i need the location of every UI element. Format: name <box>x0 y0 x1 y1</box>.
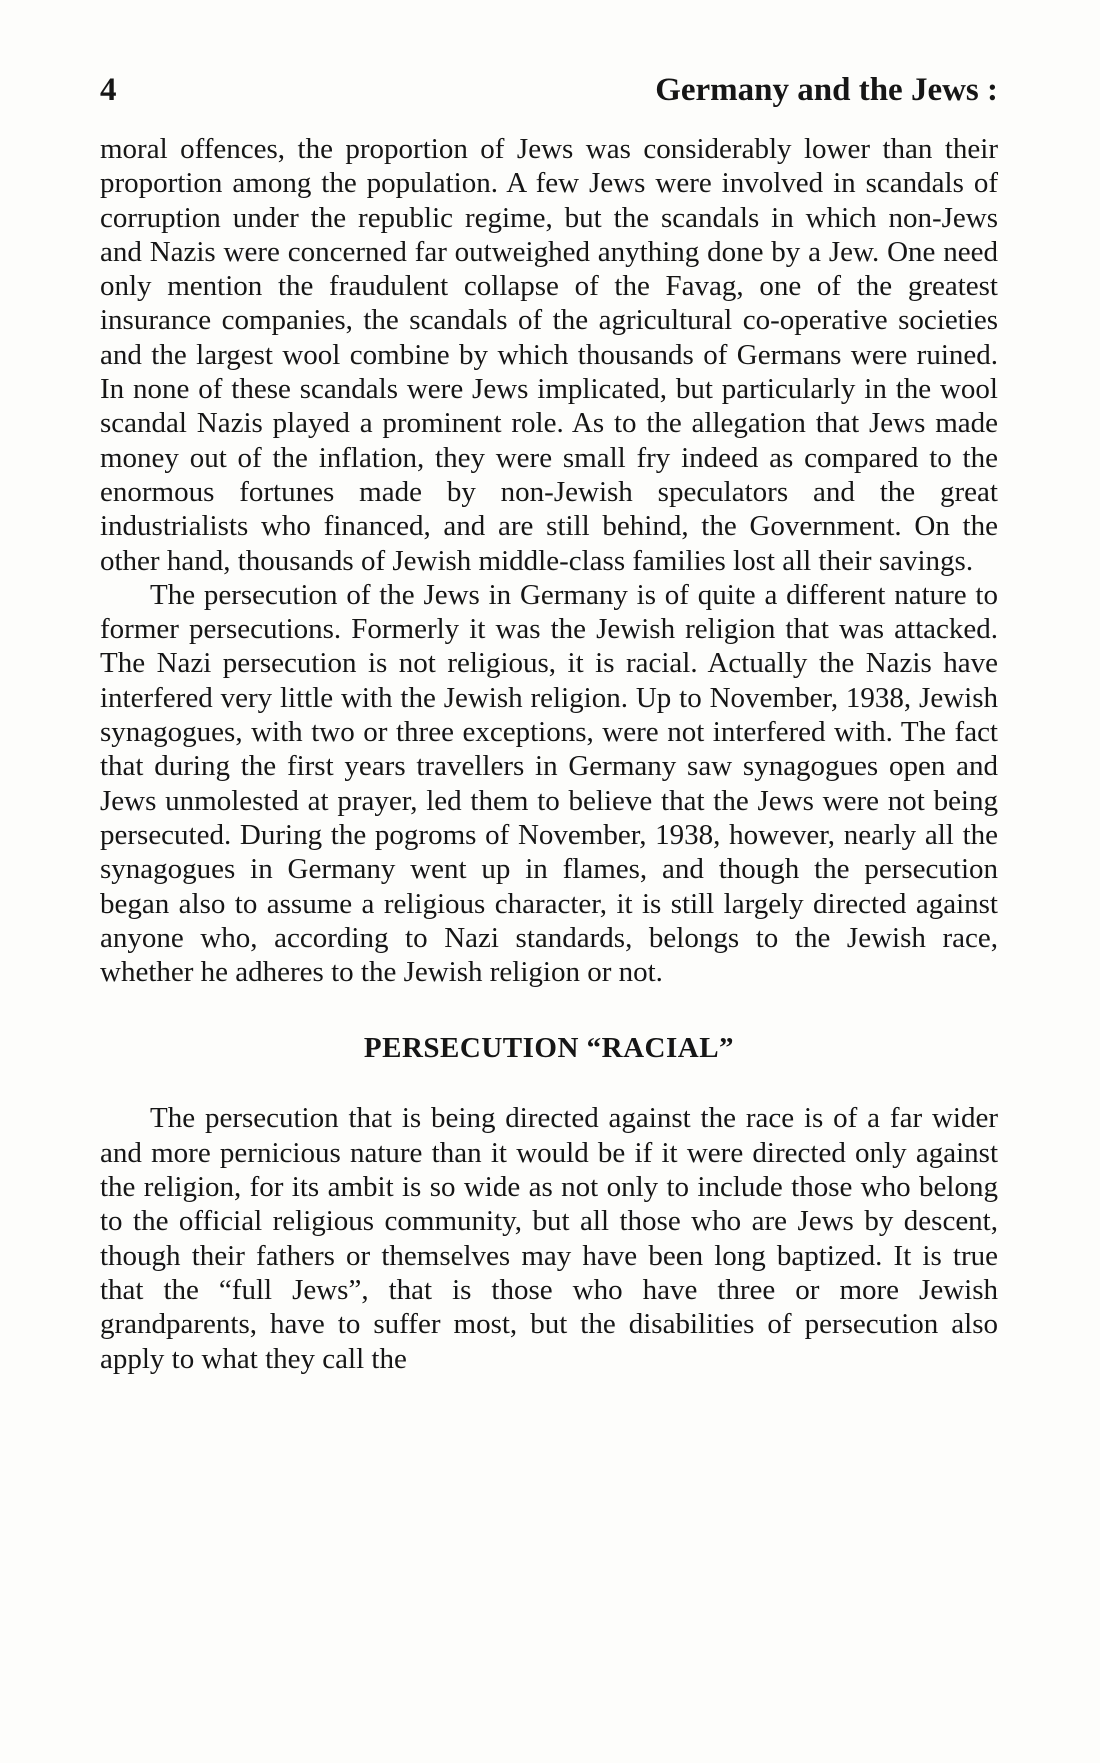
page-number: 4 <box>100 72 117 108</box>
running-title: Germany and the Jews : <box>655 72 998 108</box>
book-page <box>100 72 998 1376</box>
paragraph-2: The persecution of the Jews in Germany is of quite a different nature to former persecutions. Formerly it was the Jewish religion that was attacked. The Nazi persecution is not religious, it is racial. Actually the Nazis have interfered very little with the Jewish religion. Up to November, 1938, Jewish synagogues, with two or three exceptions, were not interfered with. The fact that during the first years travellers in Germany saw synagogues open and Jews unmolested at prayer, led them to believe that the Jews were not being persecuted. During the pogroms of November, 1938, however, nearly all the synagogues in Germany went up in flames, and though the persecution began also to assume a religious character, it is still largely directed against anyone who, according to Nazi standards, belongs to the Jewish race, whether he adheres to the Jewish religion or not. <box>100 578 998 989</box>
paragraph-1: moral offences, the proportion of Jews was considerably lower than their proportion among the population. A few Jews were involved in scandals of corruption under the republic regime, but the scandals in which non-Jews and Nazis were concerned far outweighed anything done by a Jew. One need only mention the fraudulent collapse of the Favag, one of the greatest insurance companies, the scandals of the agricultural co-operative societies and the largest wool combine by which thousands of Germans were ruined. In none of these scandals were Jews implicated, but particularly in the wool scandal Nazis played a prominent role. As to the allegation that Jews made money out of the inflation, they were small fry indeed as compared to the enormous fortunes made by non-Jewish speculators and the great industrialists who financed, and are still behind, the Government. On the other hand, thousands of Jewish middle-class families lost all their savings. <box>100 133 998 577</box>
paragraph-3: The persecution that is being directed against the race is of a far wider and more pernicious nature than it would be if it were directed only against the religion, for its ambit is so wide as not only to include those who belong to the official religious community, but all those who are Jews by descent, though their fathers or themselves may have been long baptized. It is true that the “full Jews”, that is those who have three or more Jewish grandparents, have to suffer most, but the disabilities of persecution also apply to what they call the <box>100 1102 998 1375</box>
running-head <box>100 72 998 126</box>
section-heading: PERSECUTION “RACIAL” <box>363 1032 735 1065</box>
